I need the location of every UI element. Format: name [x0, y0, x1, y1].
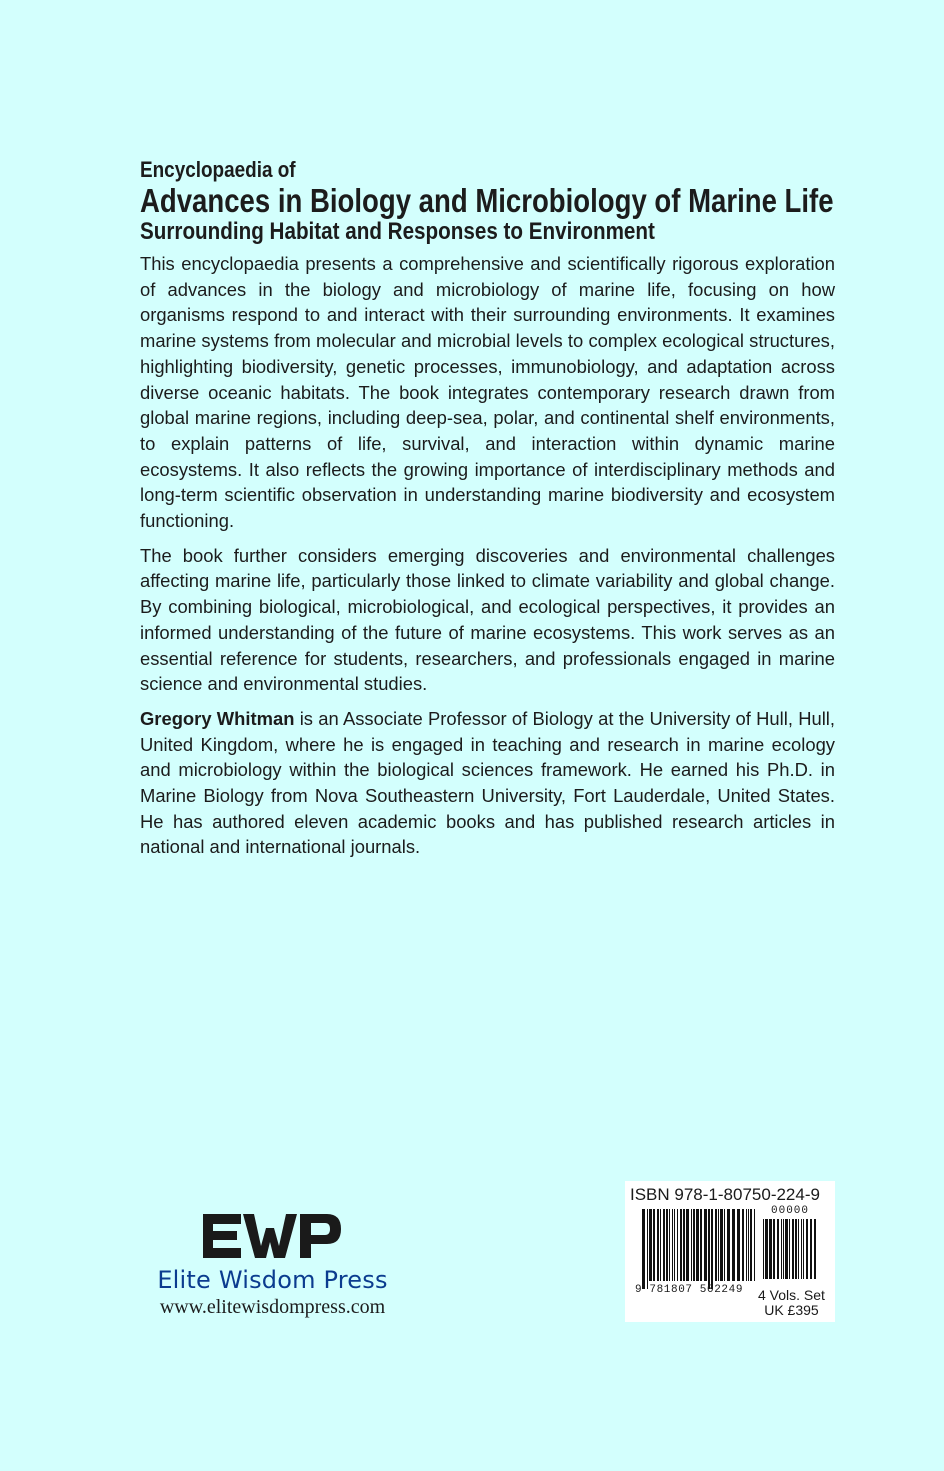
author-bio-text: is an Associate Professor of Biology at the University of Hull, Hull, United Kingdom, where he is engaged in teaching and research in marine ecology and microbiology within the biological sciences framework. He earned his Ph.D. in Marine Biology from Nova Southeastern University, Fort Lauderdale, United States. He has authored eleven academic books and has published research articles in national and international journals.: [140, 707, 835, 858]
barcode-bar: [783, 1219, 784, 1279]
publisher-url: www.elitewisdompress.com: [159, 1296, 386, 1318]
barcode-bar: [649, 1209, 652, 1281]
barcode-bar: [789, 1219, 790, 1279]
barcode-bar: [711, 1209, 713, 1289]
isbn-label: ISBN 978-1-80750-224-9: [630, 1185, 820, 1204]
ean-digits: 9 781807 502249: [635, 1284, 744, 1296]
barcode-bar: [700, 1209, 702, 1281]
barcode-bar: [663, 1209, 665, 1281]
barcode-bar: [732, 1209, 735, 1281]
price-label: UK £395: [764, 1302, 819, 1318]
publisher-name: Elite Wisdom Press: [157, 1266, 388, 1294]
barcode-bar: [674, 1209, 675, 1281]
price-block: [758, 1288, 825, 1318]
barcode-bar: [795, 1219, 797, 1279]
barcode-bar: [750, 1209, 752, 1281]
barcode-bar: [693, 1209, 695, 1281]
ewp-logo-icon: [203, 1212, 343, 1260]
barcode-bar: [683, 1209, 685, 1281]
barcode-bar: [715, 1209, 717, 1281]
ean-barcode-bars: [642, 1209, 758, 1289]
barcode-bar: [669, 1209, 670, 1281]
barcode-bar: [720, 1209, 723, 1281]
barcode-bar: [792, 1219, 794, 1279]
barcode-bar: [769, 1219, 772, 1279]
book-title: Advances in Biology and Microbiology of Marine Life: [140, 182, 834, 219]
barcode-bar: [742, 1209, 744, 1281]
author-name: Gregory Whitman: [140, 707, 295, 729]
barcode-bar: [806, 1219, 808, 1279]
barcode-bar: [653, 1209, 655, 1281]
barcode-bar: [724, 1209, 725, 1281]
barcode-bar: [666, 1209, 668, 1281]
barcode-bar: [746, 1209, 747, 1281]
barcode-bar: [660, 1209, 661, 1281]
barcode-bar: [785, 1219, 788, 1279]
volumes-label: 4 Vols. Set: [758, 1287, 825, 1303]
barcode-bar: [814, 1219, 816, 1279]
barcode-bar: [777, 1219, 779, 1279]
barcode-bar: [798, 1219, 799, 1279]
barcode-bar: [765, 1219, 768, 1279]
barcode-bar: [642, 1209, 645, 1289]
barcode-bar: [696, 1209, 699, 1281]
barcode-bar: [748, 1209, 749, 1281]
barcode-bar: [763, 1219, 764, 1279]
barcode-bar: [672, 1209, 673, 1281]
barcode-bar: [803, 1219, 804, 1279]
barcode-bar: [677, 1209, 678, 1281]
back-cover-text: [140, 157, 835, 860]
barcode-bar: [773, 1219, 775, 1279]
barcode-bar: [754, 1209, 755, 1281]
barcode-bar: [781, 1219, 782, 1279]
author-bio: [140, 706, 835, 860]
barcode-bar: [708, 1209, 710, 1289]
addon-digits: 00000: [771, 1205, 810, 1217]
description-paragraph-1: This encyclopaedia presents a comprehensive and scientifically rigorous exploration of advances in the biology and microbiology of marine life, focusing on how organisms respond to and interact with their surrounding environments. It examines marine systems from molecular and microbial levels to complex ecological structures, highlighting biodiversity, genetic processes, immunobiology, and adaptation across diverse oceanic habitats. The book integrates contemporary research drawn from global marine regions, including deep-sea, polar, and continental shelf environments, to explain patterns of life, survival, and interaction within dynamic marine ecosystems. It also reflects the growing importance of interdisciplinary methods and long-term scientific observation in understanding marine biodiversity and ecosystem functioning.: [140, 253, 835, 532]
publisher-logo-block: [140, 1212, 405, 1320]
barcode-bar: [686, 1209, 689, 1281]
barcode-bar: [680, 1209, 682, 1281]
series-title: Encyclopaedia of: [140, 157, 296, 182]
barcode-bar: [647, 1209, 648, 1289]
book-subtitle: Surrounding Habitat and Responses to Environment: [140, 218, 655, 245]
barcode-bar: [810, 1219, 812, 1279]
barcode-bar: [691, 1209, 692, 1281]
addon-barcode-bars: [763, 1219, 819, 1287]
barcode-bar: [718, 1209, 719, 1281]
barcode-bar: [737, 1209, 740, 1281]
barcode-bar: [657, 1209, 659, 1281]
barcode-bar: [704, 1209, 707, 1281]
description-paragraph-2: The book further considers emerging discoveries and environmental challenges affecting marine life, particularly those linked to climate variability and global change. By combining biological, microbiological, and ecological perspectives, it provides an informed understanding of the future of marine ecosystems. This work serves as an essential reference for students, researchers, and professionals engaged in marine science and environmental studies.: [140, 544, 835, 695]
barcode-bar: [801, 1219, 802, 1279]
isbn-barcode: [625, 1181, 835, 1322]
barcode-bar: [727, 1209, 730, 1281]
